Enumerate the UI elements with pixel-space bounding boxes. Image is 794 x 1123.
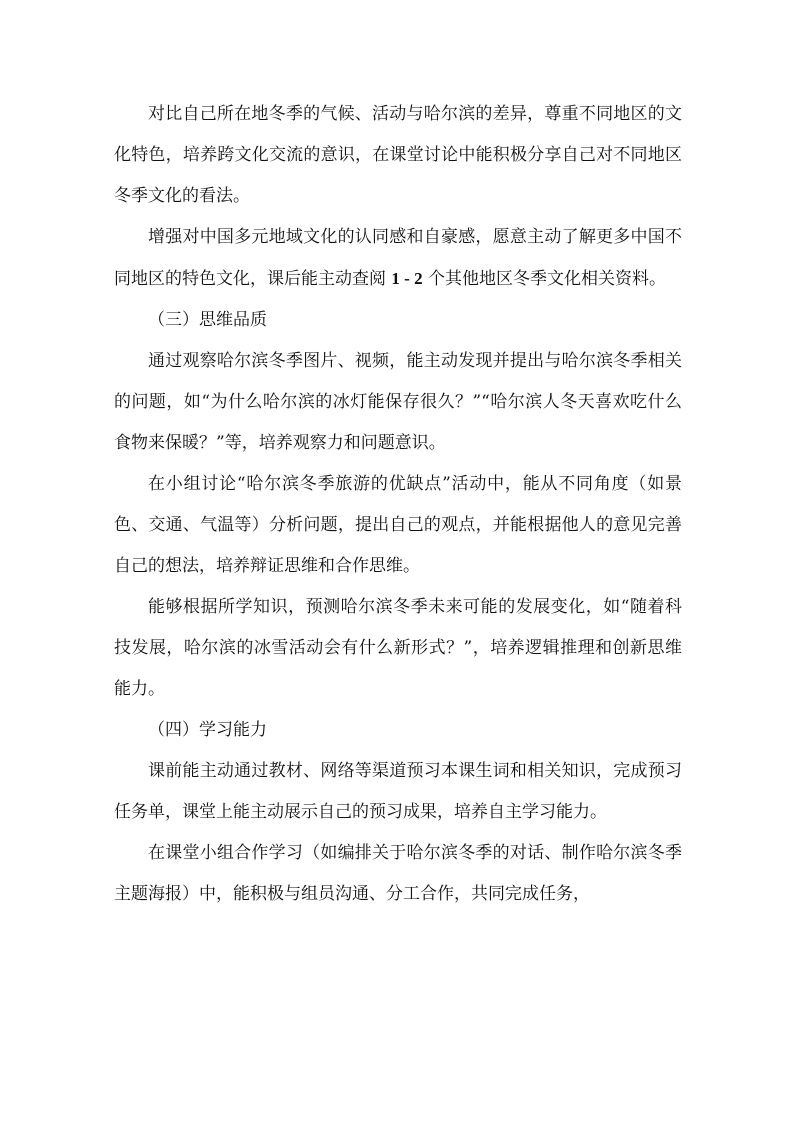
paragraph-cultural-identity	[114, 217, 682, 300]
paragraph-text: 个其他地区冬季文化相关资料。	[422, 269, 666, 289]
paragraph-text: 增强对中国多元地域文化的认同感和自豪感，愿意主动了解更多中国不同地区的特色文化，课后能主动查阅	[114, 227, 682, 289]
section-heading-learning: （四）学习能力	[148, 720, 267, 740]
number-range: 1 - 2	[391, 269, 423, 288]
paragraph-group-discussion: 在小组讨论“哈尔滨冬季旅游的优缺点”活动中，能从不同角度（如景色、交通、气温等）分析问题，提出自己的观点，并能根据他人的意见完善自己的想法，培养辩证思维和合作思维。	[114, 474, 682, 576]
paragraph-prediction: 能够根据所学知识，预测哈尔滨冬季未来可能的发展变化，如“随着科技发展，哈尔滨的冰雪活动会有什么新形式？”，培养逻辑推理和创新思维能力。	[114, 597, 682, 699]
paragraph-preview: 课前能主动通过教材、网络等渠道预习本课生词和相关知识，完成预习任务单，课堂上能主动展示自己的预习成果，培养自主学习能力。	[114, 761, 682, 822]
paragraph-culture-comparison: 对比自己所在地冬季的气候、活动与哈尔滨的差异，尊重不同地区的文化特色，培养跨文化交流的意识，在课堂讨论中能积极分享自己对不同地区冬季文化的看法。	[114, 104, 682, 206]
document-body	[114, 94, 682, 915]
section-heading-thinking: （三）思维品质	[148, 310, 267, 330]
paragraph-observation: 通过观察哈尔滨冬季图片、视频，能主动发现并提出与哈尔滨冬季相关的问题，如“为什么哈尔滨的冰灯能保存很久？”“哈尔滨人冬天喜欢吃什么食物来保暖？”等，培养观察力和问题意识。	[114, 351, 682, 453]
paragraph-cooperation: 在课堂小组合作学习（如编排关于哈尔滨冬季的对话、制作哈尔滨冬季主题海报）中，能积极与组员沟通、分工合作，共同完成任务，	[114, 843, 682, 904]
